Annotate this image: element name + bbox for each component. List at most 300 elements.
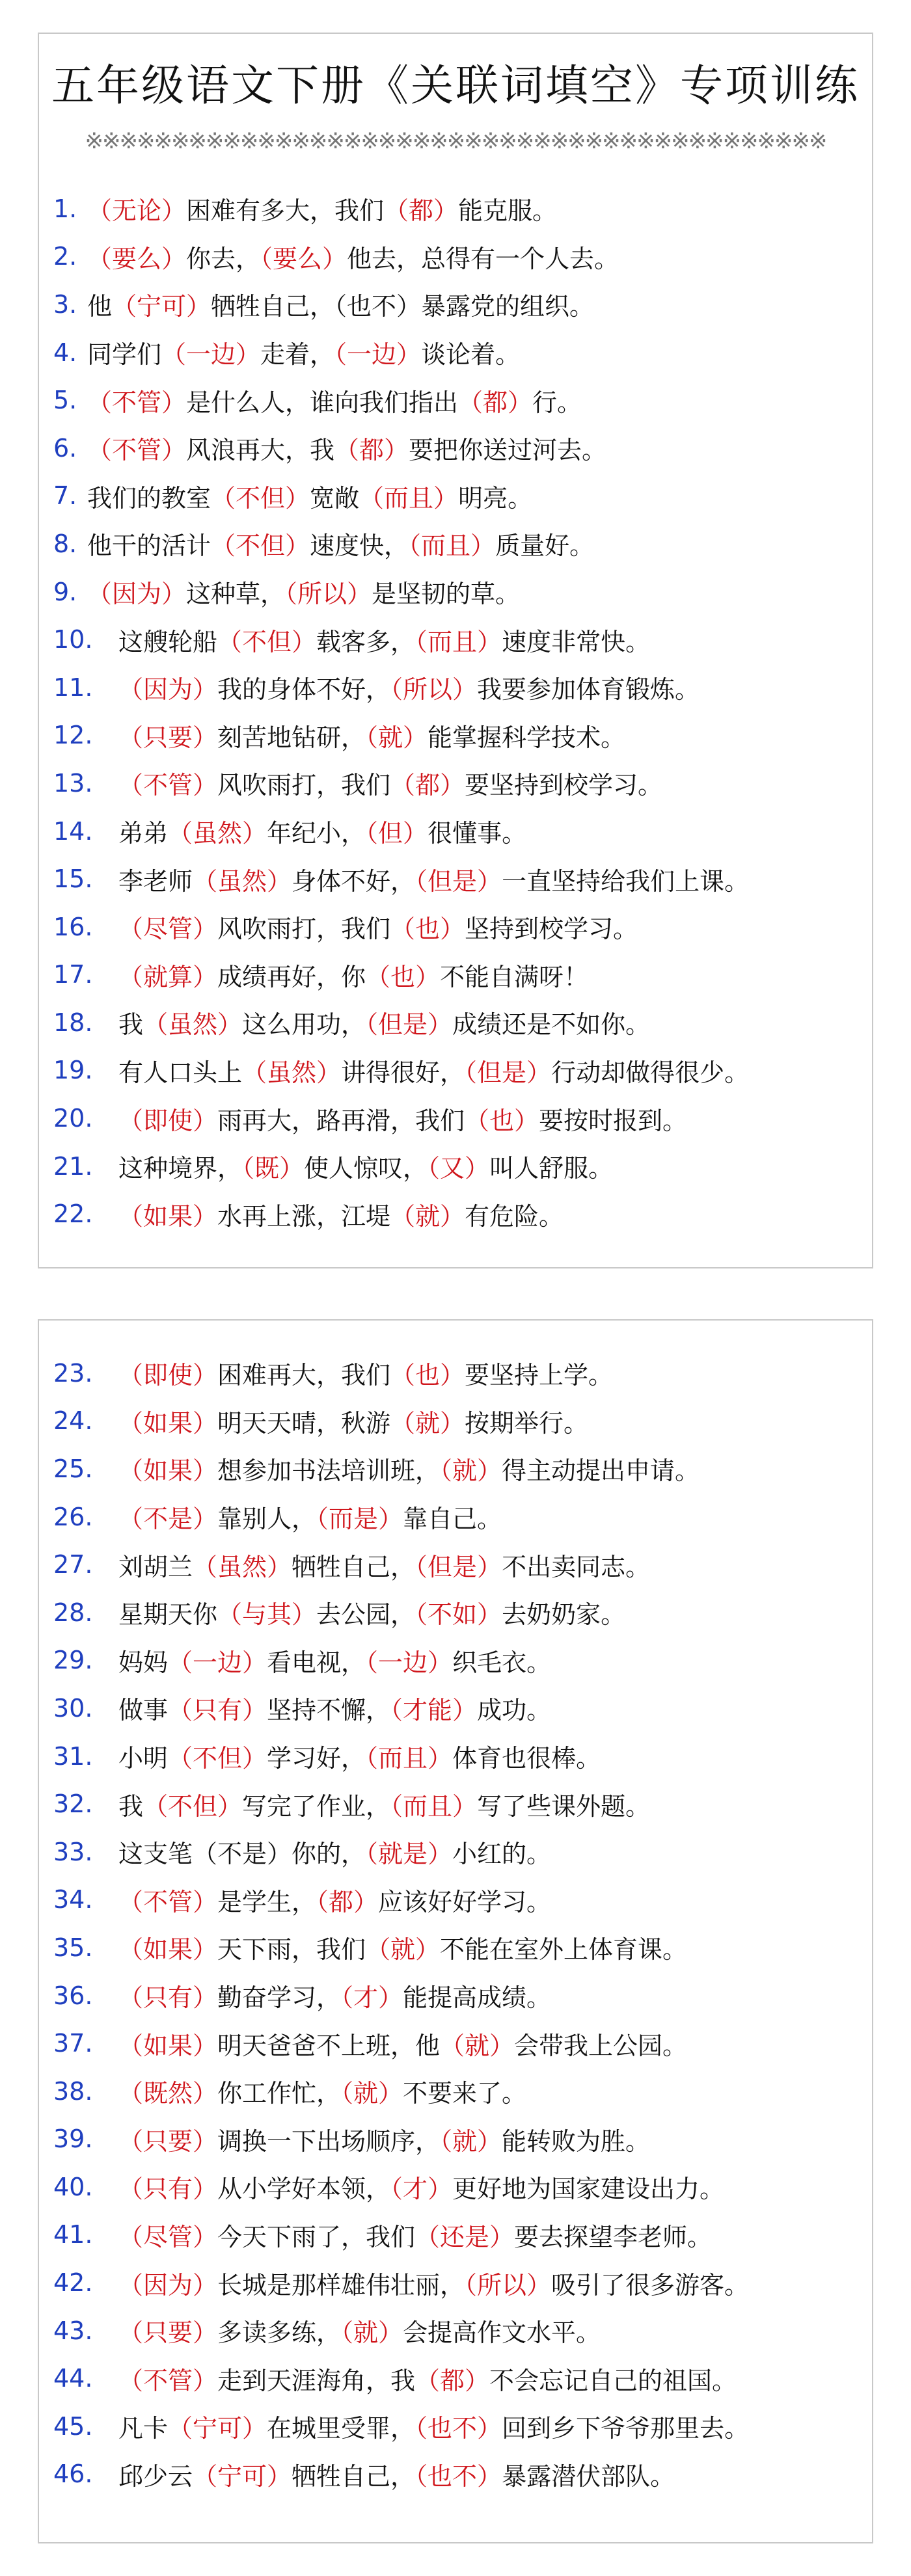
item-number: 25. xyxy=(53,1454,93,1483)
answer-word: （也不） xyxy=(415,2414,502,2443)
answer-word: （不但） xyxy=(143,1791,243,1821)
sentence-text: 妈妈 xyxy=(118,1648,169,1677)
item-number: 23. xyxy=(53,1358,93,1388)
item-sentence xyxy=(118,1451,700,1486)
sentence-text: 去公园， xyxy=(316,1600,416,1630)
answer-word: （才能） xyxy=(390,1696,478,1725)
answer-word: （而是） xyxy=(316,1505,403,1534)
sentence-text: 行动却做得很少。 xyxy=(551,1058,750,1087)
sentence-text: 牺牲自己， xyxy=(292,2462,416,2491)
exercise-list-1 xyxy=(53,185,859,1238)
answer-word: （都） xyxy=(316,1887,379,1916)
answer-word: （都） xyxy=(415,2366,490,2395)
item-number: 34. xyxy=(53,1885,93,1914)
sentence-text: 这么用功， xyxy=(242,1010,366,1040)
sentence-text: 困难再大，我们 xyxy=(217,1361,391,1390)
exercise-item xyxy=(53,999,859,1047)
sentence-text: 质量好。 xyxy=(495,531,595,561)
answer-word: （但是） xyxy=(415,866,502,896)
answer-word: （又） xyxy=(428,1154,490,1183)
answer-word: （不管） xyxy=(118,1887,218,1916)
sentence-text: 身体不好， xyxy=(292,866,416,896)
exercise-item xyxy=(53,2211,859,2259)
answer-word: （都） xyxy=(390,771,465,800)
item-number: 18. xyxy=(53,1008,93,1037)
sentence-text: 去奶奶家。 xyxy=(502,1600,626,1630)
exercise-item xyxy=(53,951,859,999)
answer-word: （虽然） xyxy=(193,866,292,896)
sentence-text: 成绩还是不如你。 xyxy=(452,1010,651,1040)
item-number: 28. xyxy=(53,1598,93,1627)
sentence-text: 靠自己。 xyxy=(403,1505,502,1534)
item-number: 38. xyxy=(53,2076,93,2106)
exercise-item xyxy=(53,1924,859,1972)
item-number: 26. xyxy=(53,1502,93,1531)
item-number: 13. xyxy=(53,768,93,798)
sentence-text: 这艘轮船 xyxy=(118,627,218,656)
exercise-item xyxy=(53,807,859,855)
sentence-text: 得主动提出申请。 xyxy=(502,1456,700,1486)
sentence-text: 李老师 xyxy=(118,866,193,896)
exercise-item xyxy=(53,903,859,951)
sentence-text: 多读多练， xyxy=(217,2318,342,2348)
answer-word: （不但） xyxy=(217,627,317,656)
answer-word: （所以） xyxy=(390,675,478,704)
exercise-item xyxy=(53,2115,859,2164)
sentence-text: 不出卖同志。 xyxy=(502,1552,651,1581)
answer-word: （不管） xyxy=(118,771,218,800)
sentence-text: 很懂事。 xyxy=(428,819,527,848)
item-sentence xyxy=(118,1738,601,1774)
sentence-text: 这支笔（不是）你的， xyxy=(118,1840,366,1869)
sentence-text: 坚持到校学习。 xyxy=(465,915,638,944)
item-number: 39. xyxy=(53,2125,93,2154)
sentence-text: 年纪小， xyxy=(267,819,366,848)
item-number: 29. xyxy=(53,1646,93,1675)
item-sentence xyxy=(87,286,594,322)
answer-word: （一边） xyxy=(366,1648,453,1677)
exercise-item xyxy=(53,1540,859,1589)
sentence-text: 能掌握科学技术。 xyxy=(428,723,626,752)
exercise-item xyxy=(53,2402,859,2450)
answer-word: （就） xyxy=(440,2031,515,2060)
item-sentence xyxy=(118,2313,601,2348)
sentence-text: 从小学好本领， xyxy=(217,2175,391,2204)
exercise-item xyxy=(53,1397,859,1445)
item-sentence xyxy=(87,334,520,370)
exercise-item xyxy=(53,185,859,233)
item-sentence xyxy=(118,1643,551,1678)
sentence-text: 按期举行。 xyxy=(465,1408,589,1438)
item-sentence xyxy=(118,1929,687,1965)
answer-word: （尽管） xyxy=(118,915,218,944)
answer-word: （如果） xyxy=(118,1408,218,1438)
answer-word: （就） xyxy=(440,2127,502,2156)
answer-word: （而且） xyxy=(359,483,459,513)
sentence-text: 星期天你 xyxy=(118,1600,218,1630)
sentence-text: 叫人舒服。 xyxy=(489,1154,614,1183)
sentence-text: 风浪再大，我 xyxy=(186,436,335,465)
answer-word: （如果） xyxy=(118,1201,218,1231)
answer-word: （虽然） xyxy=(143,1010,243,1040)
sentence-text: 写完了作业， xyxy=(242,1791,391,1821)
sentence-text: 明亮。 xyxy=(458,483,533,513)
answer-word: （不管） xyxy=(87,388,187,417)
sentence-text: 弟弟 xyxy=(118,819,169,848)
answer-word: （不是） xyxy=(118,1505,218,1534)
answer-word: （但是） xyxy=(415,1552,502,1581)
answer-word: （只有） xyxy=(118,2175,218,2204)
item-number: 45. xyxy=(53,2411,93,2441)
exercise-item xyxy=(53,615,859,664)
sentence-text: 不要来了。 xyxy=(403,2079,527,2108)
item-sentence xyxy=(118,1355,613,1391)
exercise-item xyxy=(53,1589,859,1637)
answer-word: （也） xyxy=(390,1361,465,1390)
exercise-item xyxy=(53,1493,859,1541)
item-sentence xyxy=(118,2073,526,2109)
answer-word: （只有） xyxy=(118,1983,218,2013)
answer-word: （只要） xyxy=(118,2318,218,2348)
item-number: 22. xyxy=(53,1200,93,1229)
sentence-text: 小红的。 xyxy=(452,1840,552,1869)
sentence-text: 想参加书法培训班， xyxy=(217,1456,441,1486)
sentence-text: 他去，总得有一个人去。 xyxy=(347,244,619,273)
answer-word: （宁可） xyxy=(193,2462,292,2491)
answer-word: （不但） xyxy=(168,1744,267,1773)
page-title: 五年级语文下册《关联词填空》专项训练 xyxy=(51,60,860,111)
item-sentence xyxy=(118,1786,650,1822)
sentence-text: 在城里受罪， xyxy=(267,2414,416,2443)
exercise-item xyxy=(53,1972,859,2020)
answer-word: （只要） xyxy=(118,2127,218,2156)
item-number: 44. xyxy=(53,2364,93,2393)
sentence-text: 是什么人，谁向我们指出 xyxy=(186,388,459,417)
sentence-text: 吸引了很多游客。 xyxy=(551,2270,750,2300)
item-number: 9. xyxy=(53,577,77,606)
sentence-text: 牺牲自己，（也不）暴露党的组织。 xyxy=(211,292,595,321)
exercise-item xyxy=(53,664,859,712)
item-sentence xyxy=(87,382,582,418)
item-number: 17. xyxy=(53,960,93,989)
item-sentence xyxy=(118,1053,749,1088)
sentence-text: 这种境界， xyxy=(118,1154,243,1183)
answer-word: （既） xyxy=(242,1154,305,1183)
sentence-text: 不会忘记自己的祖国。 xyxy=(489,2366,737,2395)
sentence-text: 谈论着。 xyxy=(421,340,521,369)
sentence-text: 体育也很棒。 xyxy=(452,1744,601,1773)
item-sentence xyxy=(118,1403,588,1439)
sentence-text: 更好地为国家建设出力。 xyxy=(452,2175,725,2204)
sentence-text: 坚持不懈， xyxy=(267,1696,391,1725)
exercise-item xyxy=(53,2307,859,2355)
answer-word: （就是） xyxy=(366,1840,453,1869)
exercise-item xyxy=(53,1637,859,1685)
sentence-text: 应该好好学习。 xyxy=(378,1887,552,1916)
sentence-text: 刘胡兰 xyxy=(118,1552,193,1581)
answer-word: （也不） xyxy=(415,2462,502,2491)
item-sentence xyxy=(118,669,700,705)
item-sentence xyxy=(118,1196,564,1232)
answer-word: （所以） xyxy=(465,2270,552,2300)
exercise-item xyxy=(53,280,859,329)
item-number: 12. xyxy=(53,721,93,750)
exercise-item xyxy=(53,1047,859,1095)
sentence-text: 我要参加体育锻炼。 xyxy=(477,675,700,704)
answer-word: （都） xyxy=(334,436,409,465)
sentence-text: 成绩再好，你 xyxy=(217,962,366,991)
sentence-text: 天下雨，我们 xyxy=(217,1935,366,1965)
exercise-item xyxy=(53,1828,859,1876)
answer-word: （不但） xyxy=(211,531,310,561)
sentence-text: 凡卡 xyxy=(118,2414,169,2443)
answer-word: （也） xyxy=(465,1106,539,1135)
sentence-text: 你工作忙， xyxy=(217,2079,342,2108)
item-sentence xyxy=(118,2121,650,2157)
item-number: 42. xyxy=(53,2268,93,2298)
item-sentence xyxy=(118,1690,551,1726)
item-number: 1. xyxy=(53,194,77,223)
sentence-text: 写了些课外题。 xyxy=(477,1791,651,1821)
answer-word: （要么） xyxy=(260,244,347,273)
exercise-item xyxy=(53,424,859,472)
answer-word: （即使） xyxy=(118,1361,218,1390)
sentence-text: 调换一下出场顺序， xyxy=(217,2127,441,2156)
sentence-text: 困难有多大，我们 xyxy=(186,196,385,226)
answer-word: （就） xyxy=(341,2079,403,2108)
answer-word: （不管） xyxy=(118,2366,218,2395)
exercise-item xyxy=(53,1732,859,1780)
sentence-text: 明天爸爸不上班，他 xyxy=(217,2031,441,2060)
sentence-text: 会带我上公园。 xyxy=(514,2031,688,2060)
answer-word: （而且） xyxy=(366,1744,453,1773)
answer-word: （不但） xyxy=(211,483,310,513)
answer-word: （就） xyxy=(341,2318,403,2348)
sentence-text: 要把你送过河去。 xyxy=(409,436,607,465)
item-number: 30. xyxy=(53,1693,93,1723)
exercise-item xyxy=(53,1876,859,1924)
sentence-text: 宽敞 xyxy=(310,483,360,513)
item-number: 8. xyxy=(53,529,77,558)
sentence-text: 小明 xyxy=(118,1744,169,1773)
exercise-item xyxy=(53,2354,859,2402)
item-number: 6. xyxy=(53,433,77,463)
item-sentence xyxy=(87,574,520,610)
answer-word: （还是） xyxy=(415,2222,515,2251)
answer-word: （才） xyxy=(390,2175,453,2204)
item-sentence xyxy=(118,2361,737,2396)
sentence-text: 走到天涯海角，我 xyxy=(217,2366,416,2395)
sentence-text: 长城是那样雄伟壮丽， xyxy=(217,2270,465,2300)
item-number: 24. xyxy=(53,1406,93,1436)
answer-word: （但是） xyxy=(465,1058,552,1087)
item-sentence xyxy=(118,861,749,897)
answer-word: （虽然） xyxy=(242,1058,342,1087)
exercise-item xyxy=(53,2450,859,2499)
answer-word: （而且） xyxy=(409,531,496,561)
exercise-item xyxy=(53,2259,859,2307)
sentence-text: 要坚持到校学习。 xyxy=(465,771,663,800)
item-number: 40. xyxy=(53,2172,93,2201)
answer-word: （所以） xyxy=(285,580,372,609)
answer-word: （要么） xyxy=(87,244,187,273)
answer-word: （因为） xyxy=(118,675,218,704)
item-sentence xyxy=(118,957,588,993)
exercise-item xyxy=(53,712,859,760)
exercise-item xyxy=(53,472,859,520)
answer-word: （宁可） xyxy=(112,292,211,321)
item-sentence xyxy=(118,2169,724,2205)
item-sentence xyxy=(118,2265,749,2301)
sentence-text: 有危险。 xyxy=(465,1201,564,1231)
sentence-text: 一直坚持给我们上课。 xyxy=(502,866,750,896)
answer-word: （但是） xyxy=(366,1010,453,1040)
item-sentence xyxy=(118,622,650,658)
sentence-text: 有人口头上 xyxy=(118,1058,243,1087)
answer-word: （无论） xyxy=(87,196,187,226)
answer-word: （都） xyxy=(458,388,533,417)
sentence-text: 我的身体不好， xyxy=(217,675,391,704)
sentence-text: 这种草， xyxy=(186,580,286,609)
worksheet-page-2 xyxy=(38,1319,873,2543)
exercise-item xyxy=(53,1684,859,1732)
sentence-text: 速度快， xyxy=(310,531,409,561)
item-number: 27. xyxy=(53,1550,93,1579)
answer-word: （就算） xyxy=(118,962,218,991)
item-sentence xyxy=(118,1978,551,2013)
sentence-text: 要去探望李老师。 xyxy=(514,2222,713,2251)
item-sentence xyxy=(87,478,532,514)
answer-word: （因为） xyxy=(118,2270,218,2300)
answer-word: （即使） xyxy=(118,1106,218,1135)
sentence-text: 风吹雨打，我们 xyxy=(217,915,391,944)
sentence-text: 是坚韧的草。 xyxy=(372,580,521,609)
item-number: 43. xyxy=(53,2316,93,2345)
item-number: 14. xyxy=(53,816,93,846)
exercise-item xyxy=(53,233,859,281)
sentence-text: 载客多， xyxy=(316,627,416,656)
item-sentence xyxy=(118,909,638,945)
item-sentence xyxy=(118,2026,687,2061)
sentence-text: 水再上涨，江堤 xyxy=(217,1201,391,1231)
item-sentence xyxy=(87,239,619,275)
sentence-text: 织毛衣。 xyxy=(452,1648,552,1677)
answer-word: （一边） xyxy=(168,1648,267,1677)
sentence-text: 要坚持上学。 xyxy=(465,1361,614,1390)
answer-word: （因为） xyxy=(87,580,187,609)
sentence-text: 能克服。 xyxy=(458,196,558,226)
answer-word: （就） xyxy=(440,1456,502,1486)
answer-word: （而且） xyxy=(415,627,502,656)
sentence-text: 会提高作文水平。 xyxy=(403,2318,601,2348)
exercise-item xyxy=(53,1142,859,1190)
sentence-text: 讲得很好， xyxy=(341,1058,465,1087)
answer-word: （不管） xyxy=(87,436,187,465)
exercise-item xyxy=(53,1445,859,1493)
exercise-list-2 xyxy=(53,1349,859,2498)
item-number: 37. xyxy=(53,2029,93,2058)
item-number: 31. xyxy=(53,1741,93,1771)
item-sentence xyxy=(118,718,625,753)
item-number: 3. xyxy=(53,289,77,319)
sentence-text: 回到乡下爷爷那里去。 xyxy=(502,2414,750,2443)
exercise-item xyxy=(53,2019,859,2067)
exercise-item xyxy=(53,376,859,424)
exercise-item xyxy=(53,1190,859,1238)
sentence-text: 你去， xyxy=(186,244,261,273)
answer-word: （一边） xyxy=(161,340,261,369)
item-sentence xyxy=(118,1882,551,1918)
answer-word: （如果） xyxy=(118,2031,218,2060)
item-sentence xyxy=(118,2408,749,2444)
sentence-text: 暴露潜伏部队。 xyxy=(502,2462,675,2491)
sentence-text: 我 xyxy=(118,1010,144,1040)
item-sentence xyxy=(118,813,526,849)
sentence-text: 靠别人， xyxy=(217,1505,317,1534)
sentence-text: 他 xyxy=(87,292,113,321)
answer-word: （如果） xyxy=(118,1935,218,1965)
sentence-text: 能提高成绩。 xyxy=(403,1983,552,2013)
item-number: 19. xyxy=(53,1056,93,1085)
item-number: 15. xyxy=(53,865,93,894)
item-sentence xyxy=(118,2217,712,2253)
item-number: 16. xyxy=(53,912,93,941)
exercise-item xyxy=(53,568,859,616)
sentence-text: 勤奋学习， xyxy=(217,1983,342,2013)
sentence-text: 我 xyxy=(118,1791,144,1821)
exercise-item xyxy=(53,520,859,568)
sentence-text: 做事 xyxy=(118,1696,169,1725)
exercise-item xyxy=(53,855,859,903)
answer-word: （与其） xyxy=(217,1600,317,1630)
sentence-text: 能转败为胜。 xyxy=(502,2127,651,2156)
sentence-text: 同学们 xyxy=(87,340,162,369)
exercise-item xyxy=(53,2067,859,2115)
item-sentence xyxy=(118,1499,502,1535)
sentence-text: 不能自满呀！ xyxy=(440,962,589,991)
sentence-text: 速度非常快。 xyxy=(502,627,651,656)
item-number: 33. xyxy=(53,1837,93,1866)
item-sentence xyxy=(118,1148,613,1184)
sentence-text: 刻苦地钻研， xyxy=(217,723,366,752)
answer-word: （一边） xyxy=(334,340,422,369)
exercise-item xyxy=(53,1094,859,1142)
sentence-text: 牺牲自己， xyxy=(292,1552,416,1581)
exercise-item xyxy=(53,2163,859,2211)
answer-word: （但） xyxy=(366,819,428,848)
answer-word: （也） xyxy=(366,962,441,991)
item-number: 2. xyxy=(53,242,77,271)
sentence-text: 看电视， xyxy=(267,1648,366,1677)
answer-word: （不如） xyxy=(415,1600,502,1630)
answer-word: （尽管） xyxy=(118,2222,218,2251)
sentence-text: 要按时报到。 xyxy=(539,1106,688,1135)
item-sentence xyxy=(87,191,557,226)
item-sentence xyxy=(118,765,662,801)
item-number: 10. xyxy=(53,625,93,654)
answer-word: （只有） xyxy=(168,1696,267,1725)
item-sentence xyxy=(118,1004,650,1040)
item-sentence xyxy=(118,1547,650,1583)
answer-word: （就） xyxy=(366,1935,441,1965)
item-sentence xyxy=(118,1834,551,1870)
sentence-text: 今天下雨了，我们 xyxy=(217,2222,416,2251)
sentence-text: 行。 xyxy=(532,388,582,417)
sentence-text: 邱少云 xyxy=(118,2462,193,2491)
decorative-divider: ※※※※※※※※※※※※※※※※※※※※※※※※※※※※※※※※※※※※※※※※※※※ xyxy=(85,128,826,154)
item-number: 46. xyxy=(53,2460,93,2489)
item-number: 20. xyxy=(53,1104,93,1133)
